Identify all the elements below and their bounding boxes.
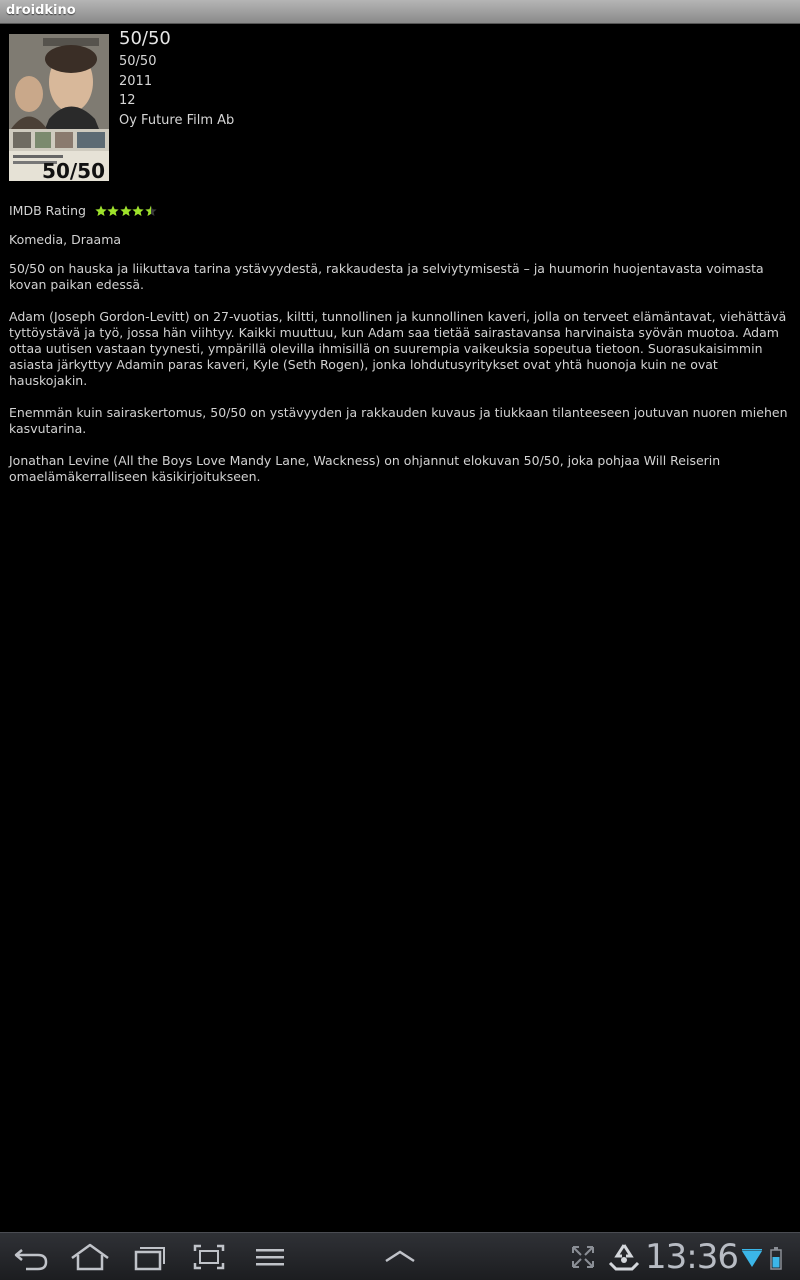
- expand-button[interactable]: [565, 1241, 605, 1273]
- status-clock[interactable]: 13:36: [645, 1237, 738, 1277]
- back-icon: [12, 1241, 52, 1273]
- movie-poster: [9, 34, 109, 181]
- battery-icon: [766, 1241, 786, 1273]
- imdb-rating-label: IMDB Rating: [9, 203, 86, 218]
- screenshot-icon: [189, 1241, 229, 1273]
- description-paragraph-4: Jonathan Levine (All the Boys Love Mandy Lane, Wackness) on ohjannut elokuvan 50/50, joka pohjaa Will Reiserin omaelämäkerralliseen käsikirjoitukseen.: [9, 453, 721, 484]
- poster-title: 50/50: [42, 159, 105, 181]
- home-icon: [70, 1241, 110, 1273]
- expand-icon: [565, 1241, 605, 1273]
- wifi-status[interactable]: [740, 1241, 764, 1273]
- title-bar: [0, 0, 800, 24]
- rating-star-icon: [107, 205, 119, 217]
- menu-button[interactable]: [250, 1241, 290, 1273]
- age-rating: 12: [119, 93, 136, 108]
- back-button[interactable]: [12, 1241, 52, 1273]
- rating-star-icon: [145, 205, 157, 217]
- imdb-rating: [9, 203, 157, 218]
- movie-meta: [119, 29, 234, 130]
- recent-apps-button[interactable]: [130, 1241, 170, 1273]
- recycle-notification[interactable]: [604, 1241, 644, 1273]
- app-tray-button[interactable]: [380, 1241, 420, 1273]
- battery-status[interactable]: [766, 1241, 786, 1273]
- distributor: Oy Future Film Ab: [119, 112, 235, 128]
- rating-star-icon: [132, 205, 144, 217]
- rating-star-icon: [120, 205, 132, 217]
- description-paragraph-2: Adam (Joseph Gordon-Levitt) on 27-vuotias, kiltti, tunnollinen ja kunnollinen kaveri, jolla on terveet elämäntavat, viehättävä tyttöystävä ja työ, jossa hän viihtyy. Kaikki muuttuu, kun Adam saa tietää sairastavansa harvinaista syövän muotoa. Adam ottaa uutisen vastaan tyynesti, ympärillä olevilla ihmisillä on suurempia vaikeuksia sopeutua tietoon. Suorasukaisimmin asiasta järkyttyy Adamin paras kaveri, Kyle (Seth Rogen), jonka lohdutusyritykset ovat yhtä huonoja kuin ne ovat hauskojakin.: [9, 309, 787, 388]
- screenshot-button[interactable]: [189, 1241, 229, 1273]
- recycle-icon: [604, 1241, 644, 1273]
- description-paragraph-1: 50/50 on hauska ja liikuttava tarina ystävyydestä, rakkaudesta ja selviytymisestä – ja huumorin huojentavasta voimasta kovan paikan edessä.: [9, 261, 764, 292]
- recent-apps-icon: [130, 1241, 170, 1273]
- original-title: 50/50: [119, 54, 157, 69]
- movie-title: 50/50: [119, 28, 171, 49]
- rating-stars: [95, 205, 158, 217]
- rating-star-icon: [95, 205, 107, 217]
- menu-icon: [250, 1241, 290, 1273]
- genres: Komedia, Draama: [9, 232, 122, 247]
- app-title: droidkino: [6, 3, 76, 18]
- system-nav-bar: [0, 1232, 800, 1280]
- home-button[interactable]: [70, 1241, 110, 1273]
- movie-detail: [0, 25, 800, 1232]
- wifi-icon: [740, 1241, 764, 1273]
- chevron-up-icon: [380, 1241, 420, 1273]
- description-paragraph-3: Enemmän kuin sairaskertomus, 50/50 on ystävyyden ja rakkauden kuvaus ja tiukkaan tilanteeseen joutuvan nuoren miehen kasvutarina.: [9, 405, 788, 436]
- release-year: 2011: [119, 73, 153, 89]
